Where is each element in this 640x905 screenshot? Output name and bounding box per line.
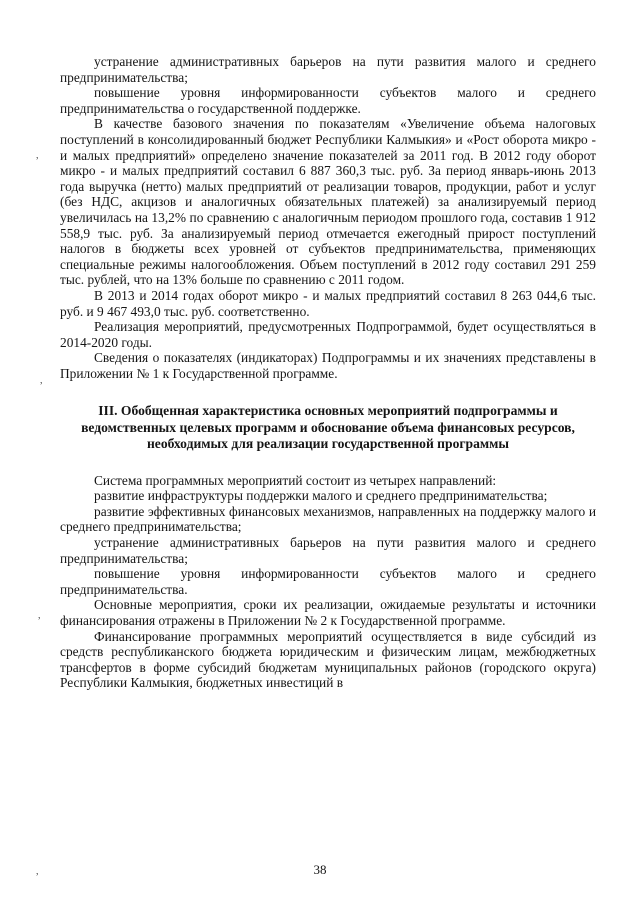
page-number: 38 <box>313 862 327 877</box>
paragraph-baseline-values: В качестве базового значения по показателям «Увеличение объема налоговых поступлений в консолидированный бюджет Республики Калмыкия» и «Рост оборота микро - и малых предприятий» определено значение показателей за 2011 год. В 2012 году оборот микро - и малых предприятий составил 6 887 360,3 тыс. руб. За период январь-июнь 2013 года выручка (нетто) малых предприятий от реализации товаров, продукции, работ и услуг (без НДС, акцизов и аналогичных обязательных платежей) за анализируемый период увеличилась на 13,2% по сравнению с аналогичным периодом прошлого года, составив 1 912 558,9 тыс. руб. За анализируемый период отмечается ежегодный прирост поступлений налогов в бюджеты всех уровней от субъектов предпринимательства, применяющих специальные режимы налогообложения. Объем поступлений в 2012 году составил 291 259 тыс. рублей, что на 13% больше по сравнению с 2011 годом. <box>60 116 596 288</box>
paragraph-barriers: устранение административных барьеров на пути развития малого и среднего предпринимательства; <box>60 54 596 85</box>
paragraph-turnover-2013-2014: В 2013 и 2014 годах оборот микро - и малых предприятий составил 8 263 044,6 тыс. руб. и 9 467 493,0 тыс. руб. соответственно. <box>60 287 596 319</box>
list-item-barriers: устранение административных барьеров на пути развития малого и среднего предпринимательства; <box>60 535 596 566</box>
list-item-infrastructure: развитие инфраструктуры поддержки малого и среднего предпринимательства; <box>94 488 548 504</box>
paragraph-main-activities: Основные мероприятия, сроки их реализации, ожидаемые результаты и источники финансирования отражены в Приложении № 2 к Государственной программе. <box>60 597 596 629</box>
scan-speck: , <box>38 610 41 621</box>
paragraph-system-directions: Система программных мероприятий состоит из четырех направлений: <box>94 472 497 488</box>
scan-speck: , <box>36 150 39 161</box>
paragraph-informing: повышение уровня информированности субъектов малого и среднего предпринимательства о государственной поддержке. <box>60 85 596 116</box>
scan-speck: , <box>40 375 43 386</box>
paragraph-indicators-info: Сведения о показателях (индикаторах) Подпрограммы и их значениях представлены в Приложении № 1 к Государственной программе. <box>60 350 596 381</box>
list-item-informing: повышение уровня информированности субъектов малого и среднего предпринимательства. <box>60 566 596 597</box>
section-title: III. Обобщенная характеристика основных мероприятий подпрограммы и ведомственных целевых программ и обоснование объема финансовых ресурсов, необходимых для реализации государственной программы <box>81 403 575 452</box>
paragraph-implementation-period: Реализация мероприятий, предусмотренных Подпрограммой, будет осуществляться в 2014-2020 годы. <box>60 319 596 350</box>
scan-speck: , <box>36 866 39 877</box>
paragraph-financing: Финансирование программных мероприятий осуществляется в виде субсидий из средств республиканского бюджета юридическим и физическим лицам, межбюджетных трансфертов в форме субсидий бюджетам муниципальных районов (городского округа) Республики Калмыкия, бюджетных инвестиций в <box>60 628 596 691</box>
list-item-financial-mechanisms: развитие эффективных финансовых механизмов, направленных на поддержку малого и среднего предпринимательства; <box>60 503 596 535</box>
